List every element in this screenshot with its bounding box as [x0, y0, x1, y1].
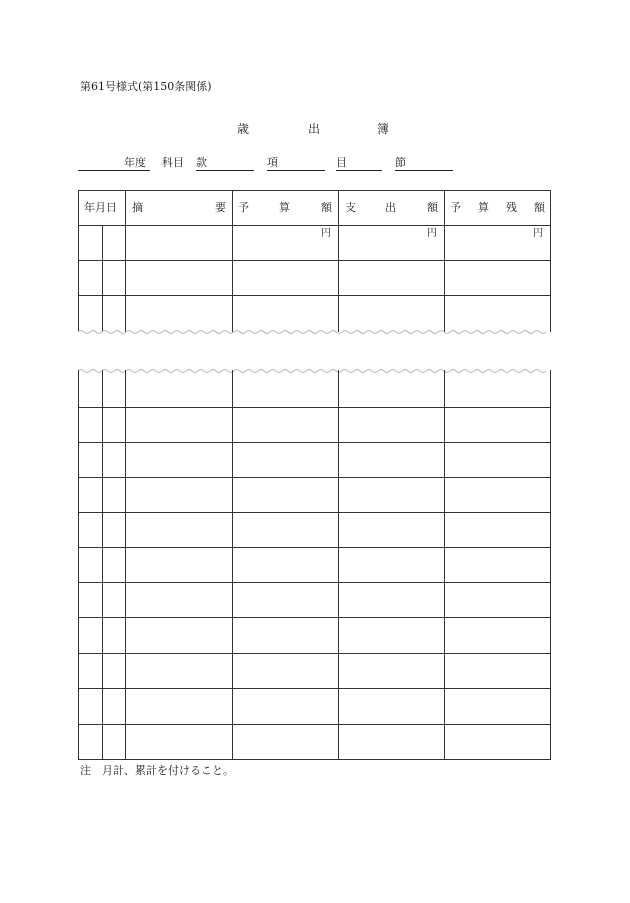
setsu-blank — [395, 170, 453, 171]
year-label-underline — [124, 170, 150, 171]
header-summary-b: 要 — [215, 201, 226, 214]
setsu-label: 節 — [395, 156, 406, 169]
header-date: 年月日 — [84, 201, 117, 214]
header-bal-a: 予 — [450, 201, 461, 214]
unit-expense: 円 — [427, 228, 437, 239]
header-budget-c: 額 — [321, 201, 332, 214]
subject-label: 科目 — [162, 156, 184, 169]
year-label: 年度 — [124, 156, 146, 169]
title-char-2: 出 — [308, 122, 321, 136]
kou-label: 項 — [267, 156, 278, 169]
kan-blank — [196, 170, 254, 171]
unit-balance: 円 — [533, 228, 543, 239]
kan-label: 款 — [196, 156, 207, 169]
ledger-table-bottom — [78, 370, 551, 760]
moku-blank — [336, 170, 382, 171]
header-summary-a: 摘 — [132, 201, 143, 214]
footnote: 注 月計、累計を付けること。 — [80, 764, 234, 777]
header-exp-a: 支 — [345, 201, 356, 214]
header-exp-c: 額 — [427, 201, 438, 214]
subject-line — [0, 156, 630, 172]
header-bal-c: 残 — [506, 201, 517, 214]
header-budget-a: 予 — [238, 201, 249, 214]
form-number: 第61号様式(第150条関係) — [80, 80, 212, 93]
kou-blank — [267, 170, 325, 171]
unit-budget: 円 — [321, 228, 331, 239]
page-title — [0, 120, 630, 136]
header-bal-b: 算 — [478, 201, 489, 214]
title-char-3: 簿 — [377, 122, 390, 136]
header-exp-b: 出 — [385, 201, 396, 214]
header-budget-b: 算 — [279, 201, 290, 214]
title-char-1: 歳 — [237, 122, 250, 136]
ledger-table-top — [78, 190, 551, 332]
header-bal-d: 額 — [534, 201, 545, 214]
break-line-top — [78, 329, 551, 335]
moku-label: 目 — [336, 156, 347, 169]
